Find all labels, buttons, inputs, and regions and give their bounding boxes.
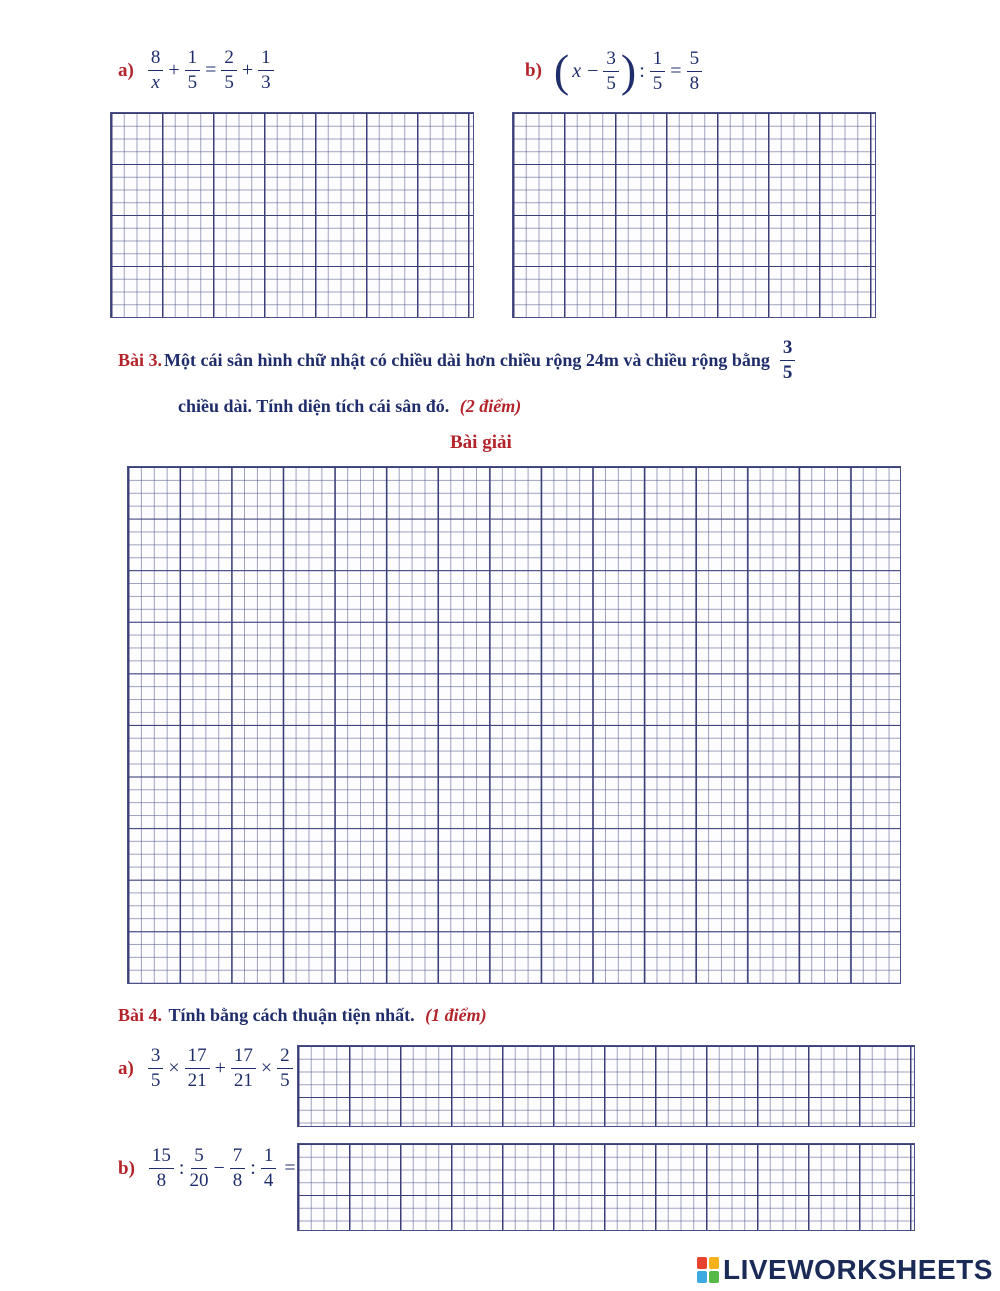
operator: + — [241, 59, 254, 81]
operator: : — [250, 1157, 256, 1179]
equation-2b — [525, 45, 704, 96]
logo-square — [709, 1257, 719, 1269]
bai3-title: Bài 3. — [118, 350, 163, 370]
label-2a: a) — [118, 59, 134, 81]
logo-square — [697, 1271, 707, 1283]
label-2b: b) — [525, 60, 542, 81]
fraction: $\frac{5}{8}$ — [687, 49, 703, 94]
operator: + — [214, 1057, 226, 1079]
answer-grid-2a[interactable] — [110, 112, 474, 318]
fraction: $\frac{1}{4}$ — [261, 1146, 277, 1191]
liveworksheets-logo — [697, 1254, 993, 1286]
fraction: $\frac{2}{5}$ — [221, 48, 237, 93]
logo-square — [697, 1257, 707, 1269]
bai3-points: (2 điểm) — [459, 396, 522, 416]
brand-name: LIVEWORKSHEETS — [723, 1254, 993, 1285]
bai4-points: (1 điểm) — [425, 1005, 487, 1025]
bai4-title: Bài 4. — [118, 1005, 163, 1025]
fraction: $\frac{1}{5}$ — [650, 49, 666, 94]
answer-grid-2b[interactable] — [512, 112, 876, 318]
fraction: $\frac{5}{20}$ — [189, 1145, 209, 1191]
liveworksheets-logo-icon — [697, 1257, 719, 1283]
fraction: $\frac{17}{21}$ — [231, 1046, 256, 1091]
fraction: $\frac{17}{21}$ — [185, 1046, 210, 1091]
label-4a: a) — [118, 1057, 134, 1079]
fraction: $\frac{2}{5}$ — [277, 1046, 293, 1091]
label-4b: b) — [118, 1157, 135, 1179]
bai3-text-line2: chiều dài. Tính diện tích cái sân đó. — [178, 396, 450, 416]
fraction: $\frac{15}{8}$ — [149, 1146, 174, 1191]
paren-open: ( — [553, 45, 570, 96]
fraction: $\frac{8}{x}$ — [148, 48, 164, 93]
variable-x: x — [572, 59, 582, 82]
bai3-text-line1: Một cái sân hình chữ nhật có chiều dài hơn chiều rộng 24m và chiều rộng bằng — [164, 350, 770, 370]
equation-4b — [118, 1146, 299, 1191]
bai3-line2 — [178, 396, 521, 417]
operator: × — [168, 1057, 180, 1079]
fraction: $\frac{1}{3}$ — [258, 48, 274, 93]
paren-close: ) — [620, 45, 637, 96]
operator: × — [260, 1057, 273, 1079]
fraction: $\frac{7}{8}$ — [230, 1146, 246, 1191]
bai3-line1 — [118, 338, 797, 383]
operator: = — [205, 59, 217, 81]
solution-heading: Bài giải — [450, 432, 512, 453]
equation-4a — [118, 1046, 315, 1091]
operator: : — [639, 59, 645, 82]
fraction: $\frac{3}{5}$ — [603, 49, 619, 94]
fraction: $\frac{3}{5}$ — [148, 1046, 164, 1091]
bai4-text: Tính bằng cách thuận tiện nhất. — [168, 1005, 415, 1025]
operator: − — [587, 59, 599, 82]
answer-grid-4b[interactable] — [297, 1143, 915, 1231]
bai3-fraction: $\frac{3}{5}$ — [780, 338, 796, 383]
operator: = — [284, 1157, 296, 1179]
bai4-heading — [118, 1005, 487, 1026]
equation-2a — [118, 48, 276, 93]
fraction: $\frac{1}{5}$ — [185, 48, 201, 93]
operator: : — [178, 1157, 185, 1179]
answer-grid-4a[interactable] — [297, 1045, 915, 1127]
logo-square — [709, 1271, 719, 1283]
operator: = — [670, 59, 682, 82]
answer-grid-3[interactable] — [127, 466, 901, 984]
operator: + — [168, 59, 180, 81]
operator: − — [213, 1157, 225, 1179]
